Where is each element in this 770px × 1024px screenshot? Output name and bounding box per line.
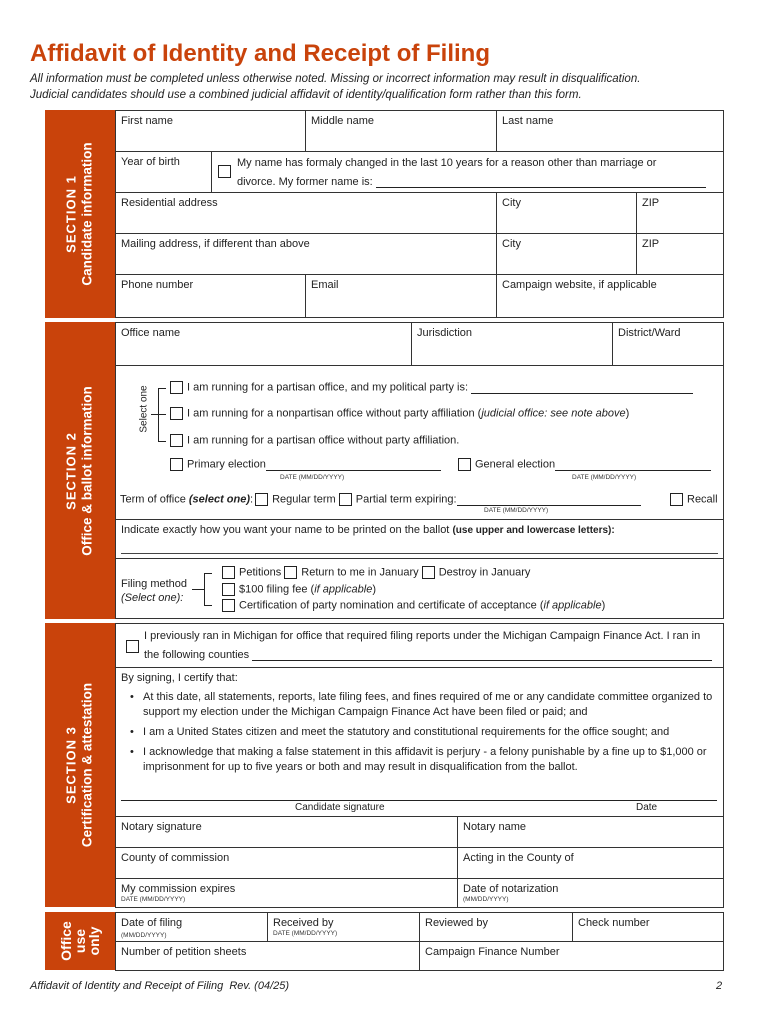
field-label: County of commission [121, 852, 230, 864]
filing-fee-checkbox[interactable] [222, 583, 235, 596]
option-label: Primary election [187, 458, 266, 471]
option-label: Regular term [272, 493, 336, 506]
field-label: ZIP [642, 238, 660, 250]
note: if applicable [543, 599, 602, 612]
previous-run-checkbox[interactable] [126, 640, 139, 653]
mailing-address-field[interactable] [115, 233, 498, 276]
field-label: Residential address [121, 197, 218, 209]
nonpartisan-checkbox[interactable] [170, 407, 183, 420]
instructions-line-1: All information must be completed unless otherwise noted. Missing or incorrect information may result in disqualification. [30, 73, 641, 85]
field-label: Indicate exactly how you want your name to be printed on the ballot [121, 524, 453, 536]
destroy-january-checkbox[interactable] [422, 566, 435, 579]
previous-run-cell [115, 623, 724, 669]
check-number-field[interactable] [572, 912, 724, 943]
partial-term-checkbox[interactable] [339, 493, 352, 506]
certification-bullet: • I acknowledge that making a false statement in this affidavit is perjury - a felony punishable by a fine up to $1,000 or imprisonment for up to five years or both and may result in disqualification from the ballot. [130, 745, 720, 775]
field-label: ZIP [642, 197, 660, 209]
residential-address-field[interactable] [115, 192, 498, 235]
field-label: Number of petition sheets [121, 946, 247, 958]
section-name: Certification & attestation [79, 682, 95, 848]
note: if applicable [314, 583, 373, 596]
bracket [158, 388, 166, 442]
signature-label: Candidate signature [295, 802, 385, 813]
field-label: Phone number [121, 279, 194, 291]
name-change-text: My name has formaly changed in the last 10 years for a reason other than marriage or [237, 157, 657, 169]
year-of-birth-field[interactable] [115, 151, 213, 194]
filing-method-cell [115, 558, 724, 619]
notary-name-field[interactable] [457, 816, 724, 849]
field-label: Date of notarization [463, 883, 559, 895]
field-label: Date of filing [121, 917, 183, 929]
field-label: My commission expires [121, 883, 236, 895]
first-name-field[interactable] [115, 110, 307, 153]
date-format-hint: DATE (MM/DD/YYYY) [484, 507, 549, 514]
field-label: Year of birth [121, 156, 180, 168]
date-format-hint: (MM/DD/YYYY) [463, 896, 509, 903]
paren: ) [601, 599, 606, 612]
option-label: $100 filing fee ( [239, 583, 315, 596]
section-label: SECTION 3 [63, 726, 79, 804]
date-format-hint: DATE (MM/DD/YYYY) [280, 474, 345, 481]
counties-input[interactable] [252, 660, 712, 661]
section-2-banner [45, 322, 115, 619]
candidate-signature-input[interactable] [121, 800, 717, 801]
date-of-filing-field[interactable] [115, 912, 269, 943]
colon: : [250, 493, 254, 506]
office-name-field[interactable] [115, 322, 413, 367]
certification-bullet: • I am a United States citizen and meet the statutory and constitutional requirements for the office sought; and [130, 725, 720, 740]
ballot-name-line [121, 553, 718, 554]
bracket [192, 589, 204, 590]
section-name: Candidate information [79, 142, 95, 286]
instructions-line-2: Judicial candidates should use a combined judicial affidavit of identity/qualification form rather than this form. [30, 89, 582, 101]
office-use-banner [45, 912, 115, 970]
field-label: Notary name [463, 821, 526, 833]
field-label: Mailing address, if different than above [121, 238, 310, 250]
residential-city-field[interactable] [496, 192, 638, 235]
option-label: General election [475, 458, 556, 471]
party-input[interactable] [471, 393, 693, 394]
residential-zip-field[interactable] [636, 192, 724, 235]
petitions-checkbox[interactable] [222, 566, 235, 579]
page-number: 2 [716, 980, 723, 992]
district-ward-field[interactable] [612, 322, 724, 367]
certification-checkbox[interactable] [222, 599, 235, 612]
field-label: Acting in the County of [463, 852, 574, 864]
ballot-name-field[interactable] [115, 519, 724, 560]
footer-text: Affidavit of Identity and Receipt of Filing Rev. (04/25) [30, 980, 290, 992]
return-january-checkbox[interactable] [284, 566, 297, 579]
regular-term-checkbox[interactable] [255, 493, 268, 506]
paren: ) [625, 407, 630, 420]
select-one-label: Select one [138, 385, 150, 433]
bracket [204, 573, 212, 606]
primary-date-input[interactable] [266, 470, 441, 471]
date-format-hint: DATE (MM/DD/YYYY) [572, 474, 637, 481]
partisan-checkbox[interactable] [170, 381, 183, 394]
website-field[interactable] [496, 274, 724, 318]
jurisdiction-field[interactable] [411, 322, 614, 367]
field-label: Notary signature [121, 821, 202, 833]
petition-sheets-field[interactable] [115, 941, 421, 971]
last-name-field[interactable] [496, 110, 724, 153]
previous-run-text: I previously ran in Michigan for office that required filing reports under the Michigan Campaign Finance Act. I ran in [144, 630, 701, 642]
campaign-finance-number-field[interactable] [419, 941, 724, 971]
name-change-cell [211, 151, 724, 194]
section-name: Office & ballot information [79, 385, 95, 556]
field-label: Email [311, 279, 339, 291]
option-label: Return to me in January [301, 566, 419, 579]
former-name-label: divorce. My former name is: [237, 176, 373, 188]
section-label: SECTION 2 [63, 431, 79, 510]
option-label: I am running for a partisan office, and my political party is: [187, 381, 469, 394]
field-label: District/Ward [618, 327, 681, 339]
option-label: Recall [687, 493, 718, 506]
county-commission-field[interactable] [115, 847, 459, 880]
field-label: Campaign Finance Number [425, 946, 560, 958]
date-label: Date [636, 802, 658, 813]
counties-label: the following counties [144, 649, 250, 661]
no-party-checkbox[interactable] [170, 434, 183, 447]
option-label: Destroy in January [438, 566, 531, 579]
section-1-banner [45, 110, 115, 318]
option-label: I am running for a nonpartisan office without party affiliation ( [187, 407, 482, 420]
name-change-checkbox[interactable] [218, 165, 231, 178]
term-select-note: (select one) [188, 493, 251, 506]
mailing-city-field[interactable] [496, 233, 638, 276]
field-label: Check number [578, 917, 650, 929]
section-name: Office use only [58, 921, 102, 961]
option-label: Certification of party nomination and certificate of acceptance ( [239, 599, 544, 612]
field-label: Filing method [121, 578, 188, 590]
certify-heading: By signing, I certify that: [121, 672, 238, 684]
reviewed-by-field[interactable] [419, 912, 574, 943]
partial-term-date-input[interactable] [457, 505, 641, 506]
acting-county-field[interactable] [457, 847, 724, 880]
date-format-hint: (MM/DD/YYYY) [121, 932, 167, 939]
field-label: Received by [273, 917, 334, 929]
option-label: I am running for a partisan office without party affiliation. [187, 434, 460, 447]
page-title: Affidavit of Identity and Receipt of Filing [30, 40, 490, 67]
ballot-note: (use upper and lowercase letters): [452, 525, 615, 536]
received-by-field[interactable] [267, 912, 421, 943]
field-label: Jurisdiction [417, 327, 473, 339]
middle-name-field[interactable] [305, 110, 498, 153]
general-date-input[interactable] [555, 470, 711, 471]
primary-election-checkbox[interactable] [170, 458, 183, 471]
term-label: Term of office [120, 493, 189, 506]
notarization-date-field[interactable] [457, 878, 724, 908]
general-election-checkbox[interactable] [458, 458, 471, 471]
section-label: SECTION 1 [63, 175, 79, 253]
field-label: Last name [502, 115, 554, 127]
field-label: Office name [121, 327, 181, 339]
option-note: judicial office: see note above [481, 407, 626, 420]
field-label: Reviewed by [425, 917, 488, 929]
field-label: Middle name [311, 115, 374, 127]
field-label: First name [121, 115, 173, 127]
phone-field[interactable] [115, 274, 307, 318]
email-field[interactable] [305, 274, 498, 318]
option-label: Partial term expiring: [355, 493, 457, 506]
section-3-banner [45, 623, 115, 907]
commission-expires-field[interactable] [115, 878, 459, 908]
recall-checkbox[interactable] [670, 493, 683, 506]
notary-signature-field[interactable] [115, 816, 459, 849]
date-format-hint: DATE (MM/DD/YYYY) [121, 896, 186, 903]
bracket [151, 414, 166, 415]
certification-bullet: • At this date, all statements, reports, late filing fees, and fines required of me or any candidate committee organized to support my election under the Michigan Campaign Finance Act have been filed or paid; and [130, 690, 720, 720]
date-format-hint: DATE (MM/DD/YYYY) [273, 930, 338, 937]
field-label: City [502, 197, 521, 209]
select-one-note: (Select one): [121, 592, 184, 604]
field-label: City [502, 238, 521, 250]
mailing-zip-field[interactable] [636, 233, 724, 276]
option-label: Petitions [239, 566, 282, 579]
former-name-input[interactable] [376, 187, 706, 188]
paren: ) [372, 583, 376, 596]
field-label: Campaign website, if applicable [502, 279, 657, 291]
